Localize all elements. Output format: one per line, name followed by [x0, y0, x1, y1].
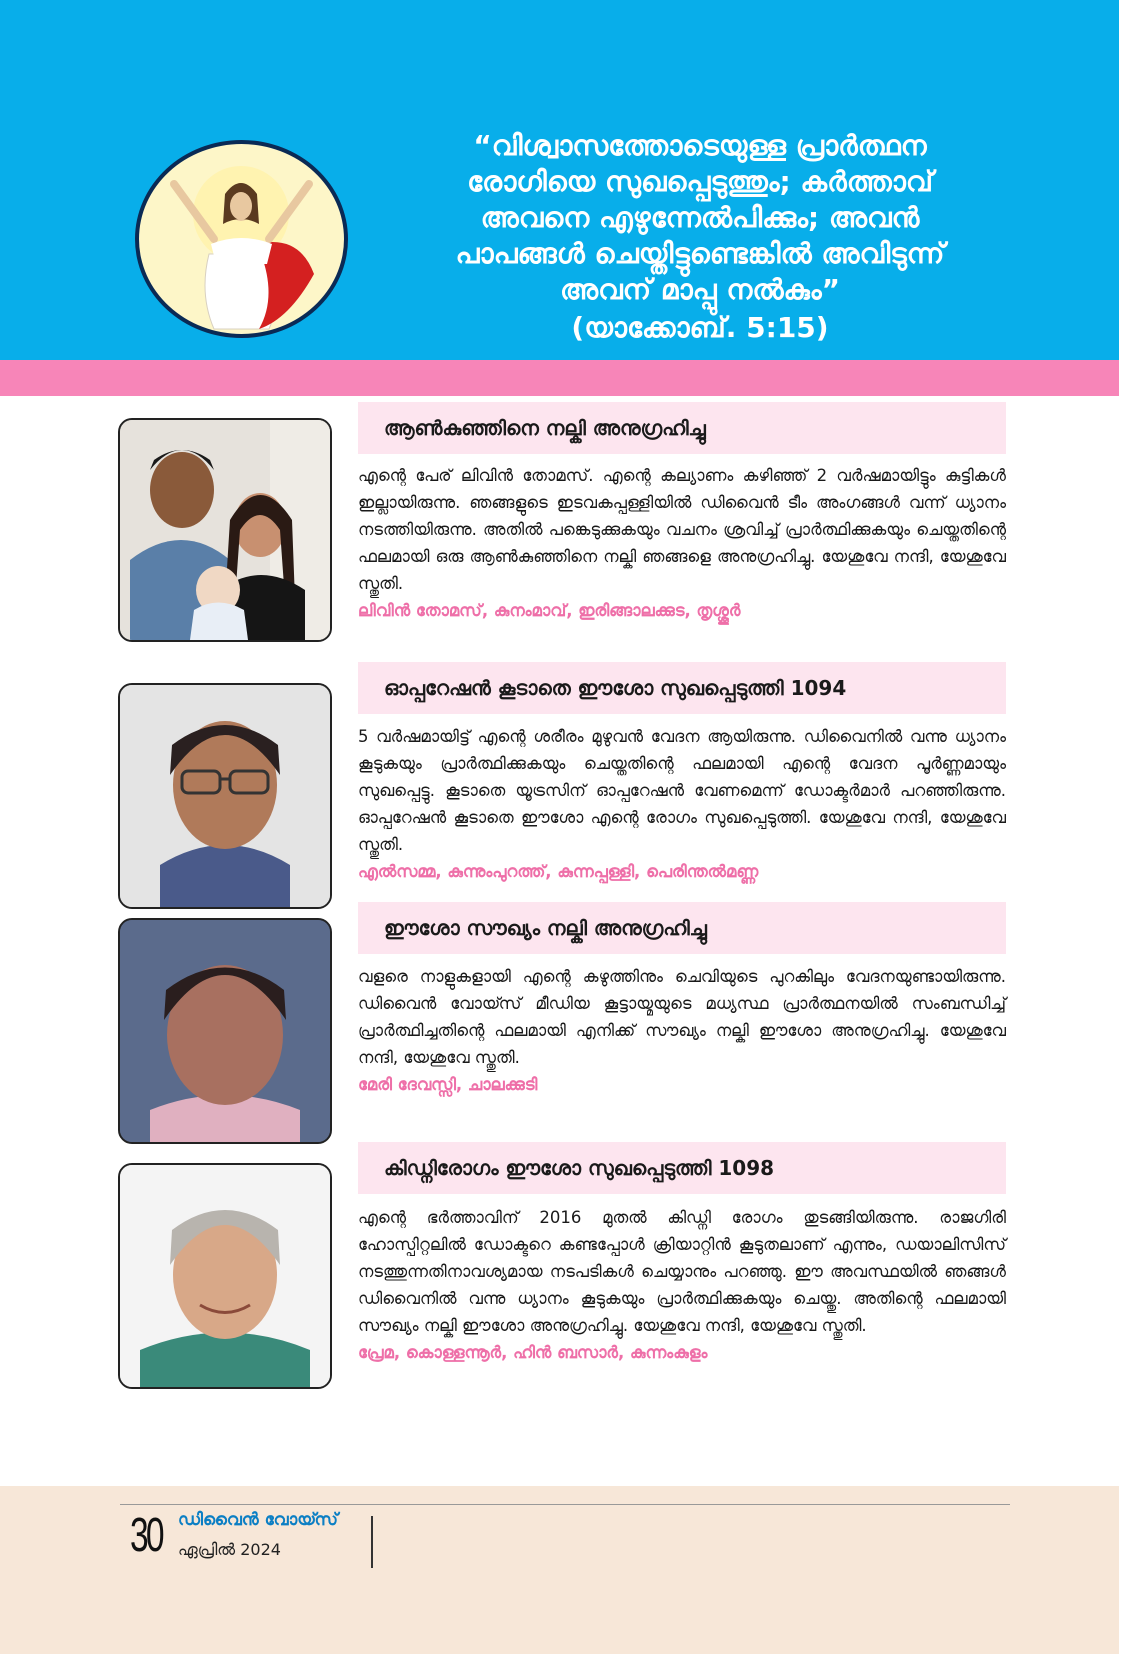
testimony-body	[358, 963, 1006, 1098]
magazine-name: ഡിവൈൻ വോയ്സ്	[178, 1510, 338, 1530]
quote-line: അവനെ എഴുന്നേൽപിക്കും; അവൻ	[480, 201, 920, 234]
testimony-title: കിഡ്നിരോഗം ഈശോ സുഖപ്പെടുത്തി 1098	[358, 1142, 1006, 1194]
testimony-byline: ലിവിൻ തോമസ്, കുനംമാവ്, ഇരിങ്ങാലക്കുട, തൃശ്ശൂർ	[358, 601, 741, 620]
magazine-issue: ഏപ്രിൽ 2024	[178, 1540, 281, 1559]
testimony-text: എന്റെ ഭർത്താവിന് 2016 മുതൽ കിഡ്നി രോഗം തുടങ്ങിയിരുന്നു. രാജഗിരി ഹോസ്പിറ്റലിൽ ഡോക്ടറെ കണ്ടപ്പോൾ ക്രിയാറ്റിൻ കൂടുതലാണ് എന്നും, ഡയാലിസിസ് നടത്തുന്നതിനാവശ്യമായ നടപടികൾ ചെയ്യാനും പറഞ്ഞു. ഈ അവസ്ഥയിൽ ഞങ്ങൾ ഡിവൈനിൽ വന്നു ധ്യാനം കൂടുകയും പ്രാർത്ഥിക്കുകയും ചെയ്തു. അതിന്റെ ഫലമായി സൗഖ്യം നല്കി ഈശോ അനുഗ്രഹിച്ചു. യേശുവേ നന്ദി, യേശുവേ സ്തുതി.	[358, 1208, 1006, 1335]
testimony-body	[358, 1204, 1006, 1366]
quote-line: രോഗിയെ സുഖപ്പെടുത്തും; കർത്താവ്	[467, 165, 933, 198]
footer-separator	[371, 1516, 373, 1568]
testimony-body	[358, 462, 1006, 624]
testimony-photo-family	[118, 418, 332, 642]
testimony-title: ആൺകുഞ്ഞിനെ നല്കി അനുഗ്രഹിച്ചു	[358, 402, 1006, 454]
footer	[0, 1486, 1119, 1654]
pink-band	[0, 360, 1119, 396]
quote-line: പാപങ്ങൾ ചെയ്തിട്ടുണ്ടെങ്കിൽ അവിടുന്ന്	[455, 237, 945, 270]
testimony-text: എന്റെ പേര് ലിവിൻ തോമസ്. എന്റെ കല്യാണം കഴിഞ്ഞ് 2 വർഷമായിട്ടും കുട്ടികൾ ഇല്ലായിരുന്നു. ഞങ്ങളുടെ ഇടവകപ്പള്ളിയിൽ ഡിവൈൻ ടീം അംഗങ്ങൾ വന്ന് ധ്യാനം നടത്തിയിരുന്നു. അതിൽ പങ്കെടുക്കുകയും വചനം ശ്രവിച്ച് പ്രാർത്ഥിക്കുകയും ചെയ്തതിന്റെ ഫലമായി ഒരു ആൺകുഞ്ഞിനെ നല്കി ഞങ്ങളെ അനുഗ്രഹിച്ചു. യേശുവേ നന്ദി, യേശുവേ സ്തുതി.	[358, 466, 1006, 593]
quote-line: “വിശ്വാസത്തോടെയുള്ള പ്രാർത്ഥന	[473, 129, 927, 162]
testimony-text: വളരെ നാളുകളായി എന്റെ കഴുത്തിനും ചെവിയുടെ പുറകിലും വേദനയുണ്ടായിരുന്നു. ഡിവൈൻ വോയ്സ് മീഡിയ കൂട്ടായ്മയുടെ മധ്യസ്ഥ പ്രാർത്ഥനയിൽ സംബന്ധിച്ച് പ്രാർത്ഥിച്ചതിന്റെ ഫലമായി എനിക്ക് സൗഖ്യം നല്കി ഈശോ അനുഗ്രഹിച്ചു. യേശുവേ നന്ദി, യേശുവേ സ്തുതി.	[358, 967, 1006, 1067]
quote-line: അവന് മാപ്പു നൽകും”	[560, 273, 840, 306]
testimony-photo-elderly-woman	[118, 1163, 332, 1389]
scripture-quote	[375, 128, 1025, 346]
footer-divider	[120, 1504, 1010, 1505]
testimony-byline: പ്രേമ, കൊള്ളന്നൂർ, ഹിൻ ബസാർ, കുന്നംകുളം	[358, 1343, 708, 1362]
page-number: 30	[130, 1509, 162, 1562]
testimony-byline: മേരി ദേവസ്സി, ചാലക്കുടി	[358, 1075, 538, 1094]
testimony-body	[358, 723, 1006, 885]
testimony-photo-woman-glasses	[118, 683, 332, 909]
testimony-photo-woman	[118, 918, 332, 1144]
testimony-title: ഓപ്പറേഷൻ കൂടാതെ ഈശോ സുഖപ്പെടുത്തി 1094	[358, 662, 1006, 714]
testimony-title: ഈശോ സൗഖ്യം നല്കി അനുഗ്രഹിച്ചു	[358, 902, 1006, 954]
jesus-logo-icon	[135, 140, 348, 338]
testimony-text: 5 വർഷമായിട്ട് എന്റെ ശരീരം മുഴുവൻ വേദന ആയിരുന്നു. ഡിവൈനിൽ വന്നു ധ്യാനം കൂടുകയും പ്രാർത്ഥിക്കുകയും ചെയ്തതിന്റെ ഫലമായി എന്റെ വേദന പൂർണ്ണമായും സുഖപ്പെട്ടു. കൂടാതെ യൂട്രസിന് ഓപ്പറേഷൻ വേണമെന്ന് ഡോക്ടർമാർ പറഞ്ഞിരുന്നു. ഓപ്പറേഷൻ കൂടാതെ ഈശോ എന്റെ രോഗം സുഖപ്പെടുത്തി. യേശുവേ നന്ദി, യേശുവേ സ്തുതി.	[358, 727, 1006, 854]
testimony-byline: എൽസമ്മ, കുന്നുംപുറത്ത്, കുന്നപ്പള്ളി, പെരിന്തൽമണ്ണ	[358, 862, 759, 881]
scripture-reference: (യാക്കോബ്. 5:15)	[571, 311, 829, 344]
